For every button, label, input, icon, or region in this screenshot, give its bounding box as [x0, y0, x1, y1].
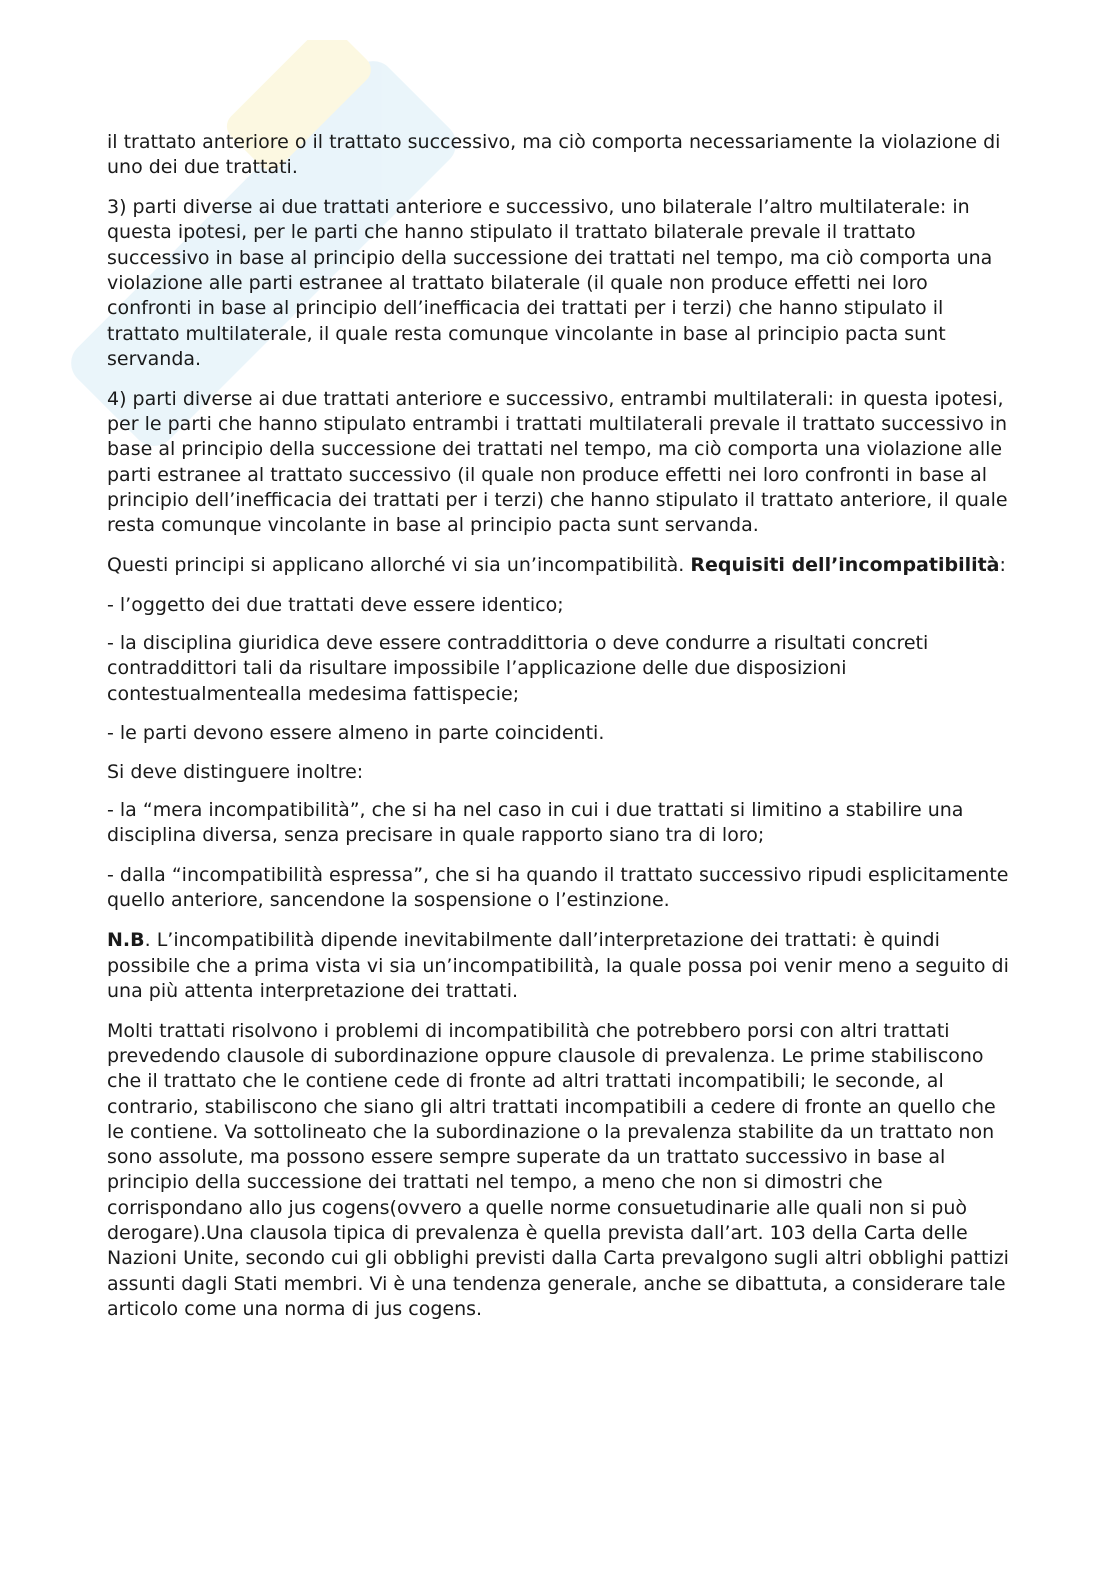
- distinction-intro: Si deve distinguere inoltre:: [107, 760, 364, 783]
- distinction-item-2: - dalla “incompatibilità espressa”, che si ha quando il trattato successivo ripudi esplicitamente quello anteriore, sancendone la sospensione o l’estinzione.: [107, 864, 1009, 912]
- requirement-item-3: - le parti devono essere almeno in parte coincidenti.: [107, 722, 605, 745]
- distinction-item-1: - la “mera incompatibilità”, che si ha nel caso in cui i due trattati si limitino a stabilire una disciplina diversa, senza precisare in quale rapporto siano tra di loro;: [107, 799, 964, 847]
- paragraph-continuation: il trattato anteriore o il trattato successivo, ma ciò comporta necessariamente la violazione di uno dei due trattati.: [107, 131, 1001, 179]
- paragraph-requirements-intro: [107, 553, 1012, 578]
- requirement-item-1: - l’oggetto dei due trattati deve essere identico;: [107, 593, 564, 616]
- document-body: [107, 130, 1012, 1337]
- paragraph-case-4: 4) parti diverse ai due trattati anteriore e successivo, entrambi multilaterali: in questa ipotesi, per le parti che hanno stipulato entrambi i trattati multilaterali prevale il trattato successivo in base al principio della successione dei trattati nel tempo, ma ciò comporta una violazione alle parti estranee al trattato successivo (il quale non produce effetti nei loro confronti in base al principio dell’inefficacia dei trattati per i terzi) che hanno stipulato il trattato anteriore, il quale resta comunque vincolante in base al principio pacta sunt servanda.: [107, 387, 1008, 537]
- requirement-item-2: - la disciplina giuridica deve essere contraddittoria o deve condurre a risultati concreti contraddittori tali da risultare impossibile l’applicazione delle due disposizioni contestualmentealla medesima fattispecie;: [107, 632, 929, 705]
- note-label: N.B: [107, 929, 145, 952]
- requirements-heading: Requisiti dell’incompatibilità: [690, 553, 1000, 576]
- requirements-intro-text: Questi principi si applicano allorché vi sia un’incompatibilità.: [107, 553, 691, 576]
- note-text: . L’incompatibilità dipende inevitabilmente dall’interpretazione dei trattati: è quindi possibile che a prima vista vi sia un’incompatibilità, la quale possa poi venir meno a seguito di una più attenta interpretazione dei trattati.: [107, 929, 1009, 1002]
- paragraph-case-3: 3) parti diverse ai due trattati anteriore e successivo, uno bilaterale l’altro multilaterale: in questa ipotesi, per le parti che hanno stipulato il trattato bilaterale prevale il trattato successivo in base al principio della successione dei trattati nel tempo, ma ciò comporta una violazione alle parti estranee al trattato bilaterale (il quale non produce effetti nei loro confronti in base al principio dell’inefficacia dei trattati per i terzi) che hanno stipulato il trattato multilaterale, il quale resta comunque vincolante in base al principio pacta sunt servanda.: [107, 196, 993, 370]
- paragraph-note: [107, 928, 1012, 1004]
- requirements-colon: :: [999, 553, 1006, 576]
- paragraph-clauses: Molti trattati risolvono i problemi di incompatibilità che potrebbero porsi con altri trattati prevedendo clausole di subordinazione oppure clausole di prevalenza. Le prime stabiliscono che il trattato che le contiene cede di fronte ad altri trattati incompatibili; le seconde, al contrario, stabiliscono che siano gli altri trattati incompatibili a cedere di fronte an quello che le contiene. Va sottolineato che la subordinazione o la prevalenza stabilite da un trattato non sono assolute, ma possono essere sempre superate da un trattato successivo in base al principio della successione dei trattati nel tempo, a meno che non si dimostri che corrispondano allo jus cogens(ovvero a quelle norme consuetudinarie alle quali non si può derogare).Una clausola tipica di prevalenza è quella prevista dall’art. 103 della Carta delle Nazioni Unite, secondo cui gli obblighi previsti dalla Carta prevalgono sugli altri obblighi pattizi assunti dagli Stati membri. Vi è una tendenza generale, anche se dibattuta, a considerare tale articolo come una norma di jus cogens.: [107, 1019, 1009, 1320]
